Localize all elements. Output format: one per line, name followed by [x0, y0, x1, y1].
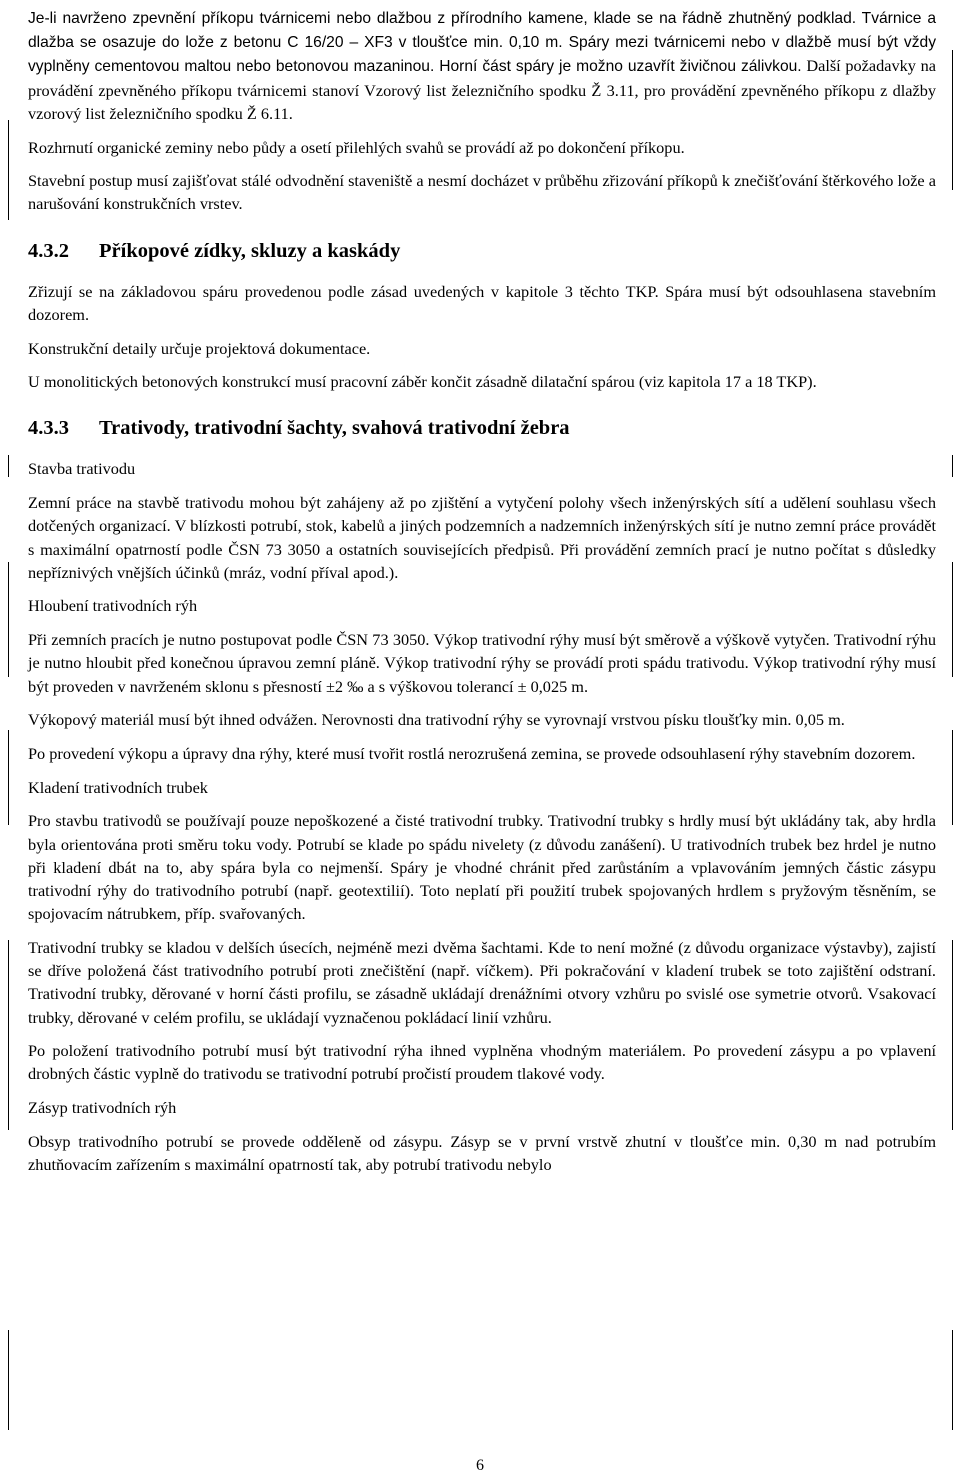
- revision-bar-left-1: [8, 120, 9, 220]
- subheading-stavba-trativodu: Stavba trativodu: [28, 459, 136, 479]
- revision-bar-left-3: [8, 562, 9, 677]
- intro-paragraph-1-serif-part: Další požadavky na provádění zpevněného příkopu tvárnicemi stanoví Vzorový list železničního spodku Ž 3.11, pro provádění zpevněného příkopu z dlažby vzorový list železničního spodku Ž 6.11.: [28, 56, 936, 123]
- revision-bar-right-5: [952, 940, 953, 1130]
- revision-bar-left-2: [8, 455, 9, 477]
- section-4-3-2-paragraph-1: Zřizují se na základovou spáru provedenou podle zásad uvedených v kapitole 3 těchto TKP. Spára musí být odsouhlasena stavebním dozorem.: [28, 281, 936, 324]
- revision-bar-left-4: [8, 730, 9, 825]
- hloubeni-paragraph-2: Výkopový materiál musí být ihned odvážen. Nerovnosti dna trativodní rýhy se vyrovnají vrstvou písku tloušťky min. 0,05 m.: [28, 710, 845, 730]
- intro-paragraph-1-sans-part: Je-li navrženo zpevnění příkopu tvárnicemi nebo dlažbou z přírodního kamene, klade se na řádně zhutněný podklad. Tvárnice a dlažba se osazuje do lože z betonu C 16/20 – XF3 v tloušťce min. 0,10 m. Spáry mezi tvárnicemi nebo v dlažbě musí být vždy vyplněny cementovou maltou nebo betonovou mazaninou. Horní část spáry je možno uzavřít živičnou zálivkou.: [28, 10, 936, 76]
- intro-paragraph-3: Stavební postup musí zajišťovat stálé odvodnění staveniště a nesmí docházet v průběhu zřizování příkopů k znečišťování štěrkového lože a narušování konstrukčních vrstev.: [28, 171, 936, 214]
- intro-paragraph-1: [28, 6, 936, 125]
- page-number: 6: [476, 1457, 484, 1474]
- section-heading-4-3-3: [28, 415, 936, 441]
- revision-bar-right-3: [952, 562, 953, 677]
- kladeni-paragraph-3: Po položení trativodního potrubí musí být trativodní rýha ihned vyplněna vhodným materiálem. Po provedení zásypu a po vplavení drobných částic vyplně do trativodu se trativodní potrubí pročistí proudem tlakové vody.: [28, 1041, 936, 1084]
- revision-bar-right-6: [952, 1330, 953, 1430]
- kladeni-paragraph-1: Pro stavbu trativodů se používají pouze nepoškozené a čisté trativodní trubky. Trativodní trubky s hrdly musí být ukládány tak, aby hrdla byla orientována proti směru toku vody. Potrubí se klade po spádu nivelety (z důvodu zanášení). U trativodních trubek bez hrdel je nutno při kladení dbát na to, aby spára byla co nejmenší. Spáry je vhodné chránit před zarůstáním a vplavováním jemných částic zásypu trativodní rýhy do trativodního potrubí (např. geotextilií). Toto neplatí při použití trubek spojovaných hrdlem s pryžovým těsněním, se spojovacím nátrubkem, příp. svařovaných.: [28, 811, 936, 924]
- kladeni-paragraph-2: Trativodní trubky se kladou v delších úsecích, nejméně mezi dvěma šachtami. Kde to není možné (z důvodu organizace výstavby), zajistí se dříve položená část trativodního potrubí proti znečištění (např. víčkem). Při pokračování v kladení trubek se toto zajištění odstraní. Trativodní trubky, děrované v horní části profilu, se zásadně ukládají drenážními otvory vzhůru po svislé ose symetrie otvorů. Vsakovací trubky, děrované v celém profilu, se ukládají vyznačenou pokládací linií vzhůru.: [28, 937, 936, 1027]
- section-title: Příkopové zídky, skluzy a kaskády: [99, 239, 401, 262]
- revision-bar-right-2: [952, 455, 953, 477]
- document-page: [28, 6, 936, 1187]
- section-number: 4.3.3: [28, 417, 69, 440]
- section-4-3-2-paragraph-3: U monolitických betonových konstrukcí musí pracovní záběr končit zásadně dilatační spárou (viz kapitola 17 a 18 TKP).: [28, 372, 817, 392]
- section-number: 4.3.2: [28, 239, 69, 262]
- hloubeni-paragraph-3: Po provedení výkopu a úpravy dna rýhy, které musí tvořit rostlá nerozrušená zemina, se provede odsouhlasení rýhy stavebním dozorem.: [28, 743, 916, 763]
- section-heading-4-3-2: [28, 238, 936, 264]
- intro-paragraph-2: Rozhrnutí organické zeminy nebo půdy a osetí přilehlých svahů se provádí až po dokončení příkopu.: [28, 137, 685, 157]
- revision-bar-left-6: [8, 1330, 9, 1430]
- zasyp-paragraph-1: Obsyp trativodního potrubí se provede odděleně od zásypu. Zásyp se v první vrstvě zhutní v tloušťce min. 0,30 m nad potrubím zhutňovacím zařízením s maximální opatrností tak, aby potrubí trativodu nebylo: [28, 1131, 936, 1175]
- subheading-hloubeni-ryh: Hloubení trativodních rýh: [28, 596, 198, 616]
- section-title: Trativody, trativodní šachty, svahová trativodní žebra: [99, 417, 570, 440]
- hloubeni-paragraph-1: Při zemních pracích je nutno postupovat podle ČSN 73 3050. Výkop trativodní rýhy musí být směrově a výškově vytyčen. Trativodní rýhu je nutno hloubit před konečnou úpravou zemní pláně. Výkop trativodní rýhy se provádí proti spádu trativodu. Výkop trativodní rýhy musí být proveden v navrženém sklonu s přesností ±2 ‰ a s výškovou tolerancí ± 0,025 m.: [28, 630, 936, 696]
- section-4-3-2-paragraph-2: Konstrukční detaily určuje projektová dokumentace.: [28, 338, 371, 358]
- revision-bar-right-4: [952, 730, 953, 825]
- revision-bar-right-1: [952, 50, 953, 190]
- subheading-zasyp-ryh: Zásyp trativodních rýh: [28, 1098, 177, 1118]
- subheading-kladeni-trubek: Kladení trativodních trubek: [28, 777, 208, 797]
- revision-bar-left-5: [8, 940, 9, 1130]
- stavba-trativodu-paragraph-1: Zemní práce na stavbě trativodu mohou být zahájeny až po zjištění a vytyčení polohy všech inženýrských sítí a udělení souhlasu všech dotčených organizací. V blízkosti potrubí, stok, kabelů a jiných podzemních a nadzemních inženýrských sítí je nutno zemní práce provádět s maximální opatrností podle ČSN 73 3050 a ostatních souvisejících předpisů. Při provádění zemních prací je nutno počítat s důsledky nepříznivých vnějších účinků (mráz, vodní příval apod.).: [28, 493, 936, 582]
